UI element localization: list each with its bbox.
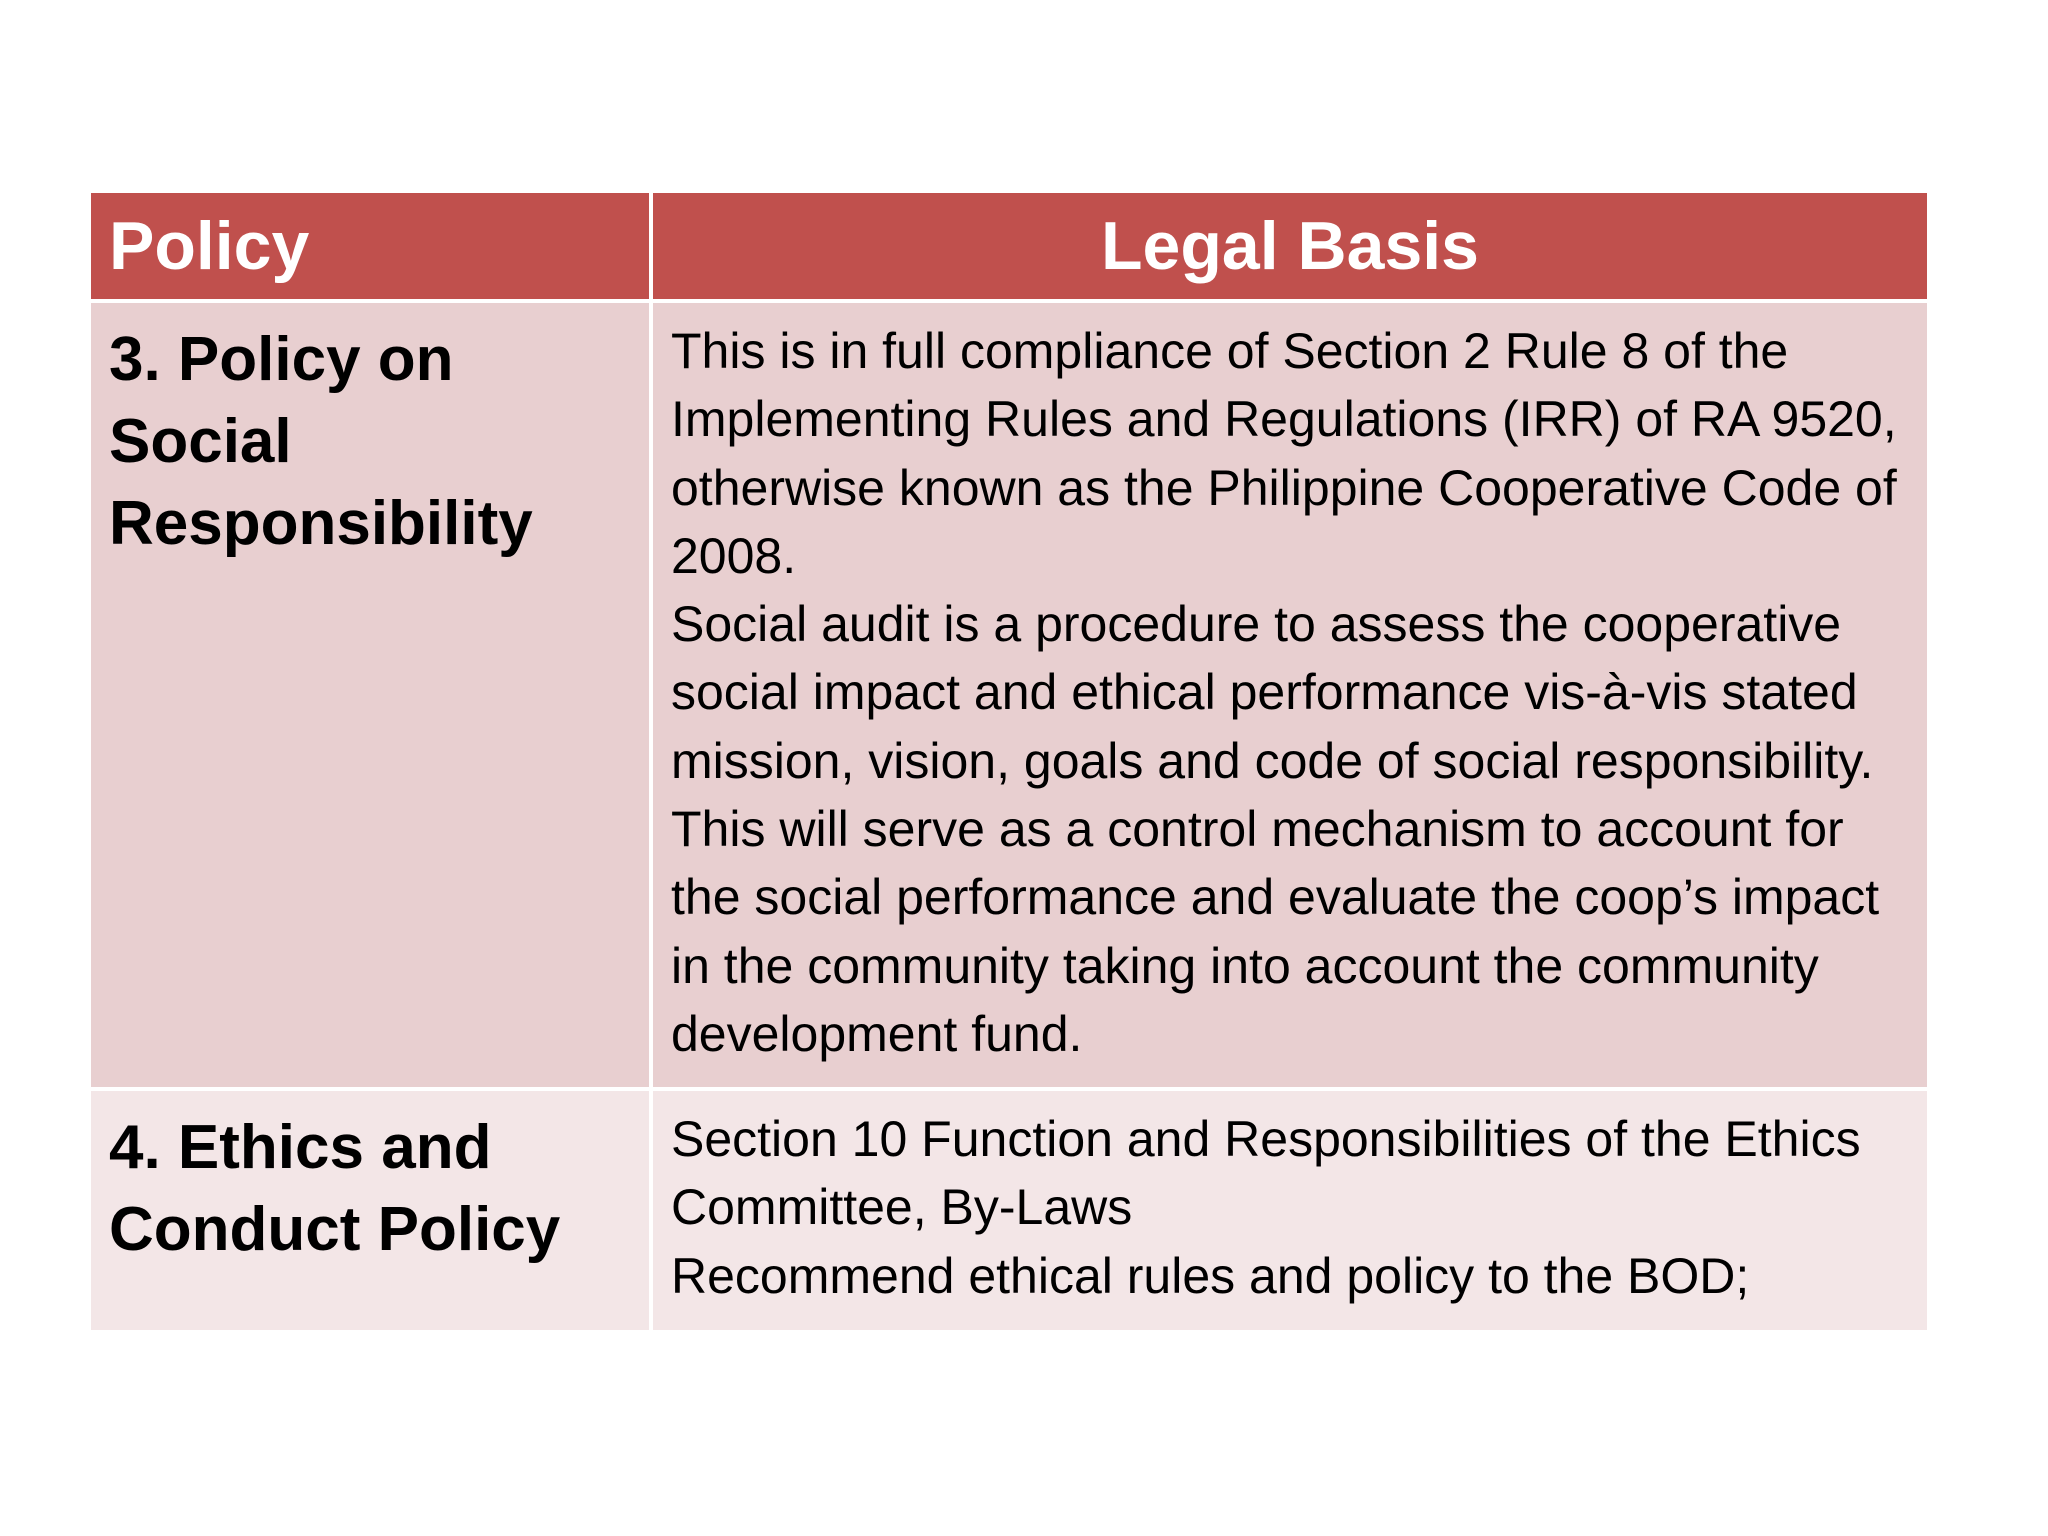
- header-legal-basis: Legal Basis: [651, 191, 1929, 301]
- table-row: [89, 1089, 1929, 1332]
- policy-legal-basis-table: [87, 189, 1931, 1334]
- legal-basis-cell: This is in full compliance of Section 2 Rule 8 of the Implementing Rules and Regulations (IRR) of RA 9520, otherwise known as the Philippine Cooperative Code of 2008. Social audit is a procedure to assess the cooperative social impact and ethical performance vis-à-vis stated mission, vision, goals and code of social responsibility. This will serve as a control mechanism to account for the social performance and evaluate the coop’s impact in the community taking into account the community development fund.: [651, 301, 1929, 1089]
- table-header-row: [89, 191, 1929, 301]
- policy-cell: 3. Policy on Social Responsibility: [89, 301, 651, 1089]
- legal-basis-cell: Section 10 Function and Responsibilities of the Ethics Committee, By-Laws Recommend ethical rules and policy to the BOD;: [651, 1089, 1929, 1332]
- table-row: [89, 301, 1929, 1089]
- policy-cell: 4. Ethics and Conduct Policy: [89, 1089, 651, 1332]
- header-policy: Policy: [89, 191, 651, 301]
